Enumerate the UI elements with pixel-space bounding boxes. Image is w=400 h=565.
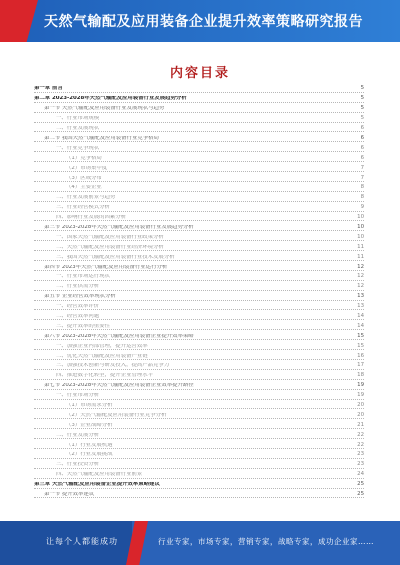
toc-page-number: 6	[360, 134, 364, 141]
toc-row[interactable]	[34, 420, 364, 429]
toc-row[interactable]	[34, 430, 364, 439]
toc-page-number: 19	[357, 382, 364, 389]
toc-page-number: 7	[360, 174, 364, 181]
toc-row[interactable]	[34, 133, 364, 142]
toc-page-number: 10	[357, 214, 364, 221]
toc-page-number: 6	[360, 144, 364, 151]
toc-entry-label: 第四节 2023年天然气输配及应用装备行业运行分析	[44, 264, 168, 270]
toc-entry-label: 一、加强企业内部管理，提升运营效率	[56, 343, 148, 349]
toc-row[interactable]	[34, 242, 364, 251]
toc-entry-label: （3）区域分布	[66, 175, 102, 181]
toc-row[interactable]	[34, 311, 364, 320]
toc-row[interactable]	[34, 282, 364, 291]
toc-row[interactable]	[34, 460, 364, 469]
toc-row[interactable]	[34, 163, 364, 172]
footer-experts-text: 行业专家，市场专家，营销专家，战略专家，成功企业家……	[158, 537, 374, 546]
toc-heading: 内容目录	[169, 66, 230, 81]
toc-page-number: 5	[360, 115, 364, 122]
toc-entry-label: 一、行业市场规模	[56, 116, 100, 122]
toc-page-number: 24	[357, 471, 364, 478]
toc-entry-label: 一、经营效率评价	[56, 304, 100, 310]
toc-row[interactable]	[34, 470, 364, 479]
toc-row[interactable]	[34, 173, 364, 182]
toc-row[interactable]	[34, 371, 364, 380]
toc-entry-label: （1）行业发展机遇	[66, 442, 113, 448]
toc-entry-label: 第二章 2023-2028年天然气输配及应用装备行业发展趋势分析	[34, 96, 187, 102]
toc-entry-label: （2）行业发展挑战	[66, 452, 113, 458]
toc-page-number: 11	[357, 253, 364, 260]
toc-row[interactable]	[34, 114, 364, 123]
header-red-accent	[0, 0, 38, 42]
toc-entry-label: 第一节 天然气输配及应用装备行业发展现状与趋势	[44, 106, 165, 112]
report-footer	[0, 521, 400, 565]
toc-page-number: 14	[357, 322, 364, 329]
toc-entry-label: 第二节 我国天然气输配及应用装备行业竞争格局	[44, 135, 159, 141]
toc-row[interactable]	[34, 143, 364, 152]
toc-page-number: 20	[357, 401, 364, 408]
toc-row[interactable]	[34, 193, 364, 202]
toc-row[interactable]	[34, 401, 364, 410]
toc-entry-label: 三、提升效率的重要性	[56, 323, 110, 329]
toc-page-number: 5	[360, 85, 364, 92]
toc-page-number: 6	[360, 125, 364, 132]
toc-page-number: 14	[357, 312, 364, 319]
toc-entry-label: 二、行业发展现状	[56, 126, 100, 132]
toc-entry-label: 四、推进数字化转型，提升企业管理水平	[56, 373, 154, 379]
toc-page-number: 11	[357, 243, 364, 250]
toc-entry-label: 第七节 2023-2028年天然气输配及应用装备企业效率提升路径	[44, 383, 194, 389]
toc-row[interactable]	[34, 232, 364, 241]
toc-page-number: 12	[357, 263, 364, 270]
toc-page-number: 5	[360, 105, 364, 112]
toc-row[interactable]	[34, 331, 364, 340]
toc-entry-label: 第一节 提升效率建议	[44, 492, 95, 497]
toc-row[interactable]	[34, 490, 364, 499]
toc-page-number: 8	[360, 184, 364, 191]
toc-page-number: 6	[360, 154, 364, 161]
toc-page-number: 19	[357, 392, 364, 399]
toc-page-number: 13	[357, 303, 364, 310]
toc-entry-label: 二、行业发展前景与趋势	[56, 195, 116, 201]
toc-entry-label: 第三章 天然气输配及应用装备企业提升效率策略建议	[34, 482, 160, 488]
toc-entry-label: （1）竞争格局	[66, 155, 102, 161]
toc-entry-label: 三、行业投资分析	[56, 462, 100, 468]
toc-row[interactable]	[34, 272, 364, 281]
toc-page-number: 7	[360, 164, 364, 171]
toc-row[interactable]	[34, 292, 364, 301]
toc-entry-label: 二、行业发展分析	[56, 432, 100, 438]
toc-entry-label: （4）主要企业	[66, 185, 102, 191]
toc-page-number: 15	[357, 342, 364, 349]
toc-page-number: 8	[360, 194, 364, 201]
toc-entry-label: 第三节 2023-2028年天然气输配及应用装备行业发展趋势分析	[44, 224, 194, 230]
toc-page-number: 10	[357, 223, 364, 230]
toc-entry-label: 二、行业供需分析	[56, 284, 100, 290]
toc-page-number: 13	[357, 293, 364, 300]
toc-entry-label: 一、行业市场运行现状	[56, 274, 110, 280]
toc-page-number: 23	[357, 461, 364, 468]
toc-page-number: 12	[357, 283, 364, 290]
toc-entry-label: （2）天然气输配及应用装备行业竞争分析	[66, 412, 167, 418]
toc-row[interactable]	[34, 183, 364, 192]
toc-row[interactable]	[34, 341, 364, 350]
toc-row[interactable]	[34, 302, 364, 311]
toc-entry-label: 二、经营效率问题	[56, 313, 100, 319]
toc-row[interactable]	[34, 104, 364, 113]
toc-row[interactable]	[34, 391, 364, 400]
toc-row[interactable]	[34, 84, 364, 93]
toc-row[interactable]	[34, 203, 364, 212]
toc-row[interactable]	[34, 410, 364, 419]
footer-slogan: 让每个人都能成功	[46, 537, 118, 546]
toc-page-number: 23	[357, 451, 364, 458]
toc-page-number: 22	[357, 431, 364, 438]
toc-row[interactable]	[34, 450, 364, 459]
toc-row[interactable]	[34, 262, 364, 271]
toc-entry-label: （2）市场集中度	[66, 165, 108, 171]
toc-row[interactable]	[34, 213, 364, 222]
report-header	[0, 0, 400, 42]
toc-page-number: 10	[357, 233, 364, 240]
toc-entry-label: 三、行业经营模式分析	[56, 205, 110, 211]
toc-page-number: 25	[357, 481, 364, 488]
toc-row[interactable]	[34, 381, 364, 390]
toc-entry-label: 一、行业市场分析	[56, 393, 100, 399]
toc-row[interactable]	[34, 440, 364, 449]
toc-page-number: 22	[357, 441, 364, 448]
toc-entry-label: 三、我国天然气输配及应用装备行业技术发展分析	[56, 254, 175, 260]
toc-row[interactable]	[34, 480, 364, 489]
toc-entry-label: 三、加强技术创新与研发投入，提高产品竞争力	[56, 363, 170, 369]
toc-row[interactable]	[34, 153, 364, 162]
toc-entry-label: 一、国家天然气输配及应用装备行业政策分析	[56, 234, 164, 240]
toc-entry-label: 一、行业竞争现状	[56, 145, 100, 151]
toc-page-number: 18	[357, 372, 364, 379]
toc-row[interactable]	[34, 252, 364, 261]
toc-entry-label: 二、天然气输配及应用装备行业经济环境分析	[56, 244, 164, 250]
toc-entry-label: 四、影响行业发展的因素分析	[56, 215, 127, 221]
toc-entry-label: 第一章 前言	[34, 86, 63, 92]
toc-entry-label: （3）企业战略分析	[66, 422, 113, 428]
toc-page-number: 20	[357, 411, 364, 418]
table-of-contents	[34, 84, 364, 499]
toc-page-number: 9	[360, 204, 364, 211]
toc-page-number: 12	[357, 273, 364, 280]
toc-page-number: 16	[357, 352, 364, 359]
toc-page-number: 15	[357, 332, 364, 339]
report-title: 天然气输配及应用装备企业提升效率策略研究报告	[44, 14, 363, 30]
toc-row[interactable]	[34, 321, 364, 330]
toc-entry-label: 四、天然气输配及应用装备行业前景	[56, 472, 143, 478]
toc-row[interactable]	[34, 124, 364, 133]
toc-row[interactable]	[34, 222, 364, 231]
toc-entry-label: 第六节 2023-2028年天然气输配及应用装备企业提升效率策略	[44, 333, 194, 339]
toc-page-number: 25	[357, 491, 364, 497]
toc-row[interactable]	[34, 361, 364, 370]
toc-row[interactable]	[34, 94, 364, 103]
toc-page-number: 21	[357, 421, 364, 428]
toc-page-number: 5	[360, 95, 364, 102]
toc-entry-label: 二、优化天然气输配及应用装备产业链	[56, 353, 148, 359]
toc-entry-label: 第五节 企业经营效率现状分析	[44, 294, 116, 300]
toc-page-number: 17	[357, 362, 364, 369]
toc-row[interactable]	[34, 351, 364, 360]
toc-entry-label: （1）市场需求分析	[66, 402, 113, 408]
